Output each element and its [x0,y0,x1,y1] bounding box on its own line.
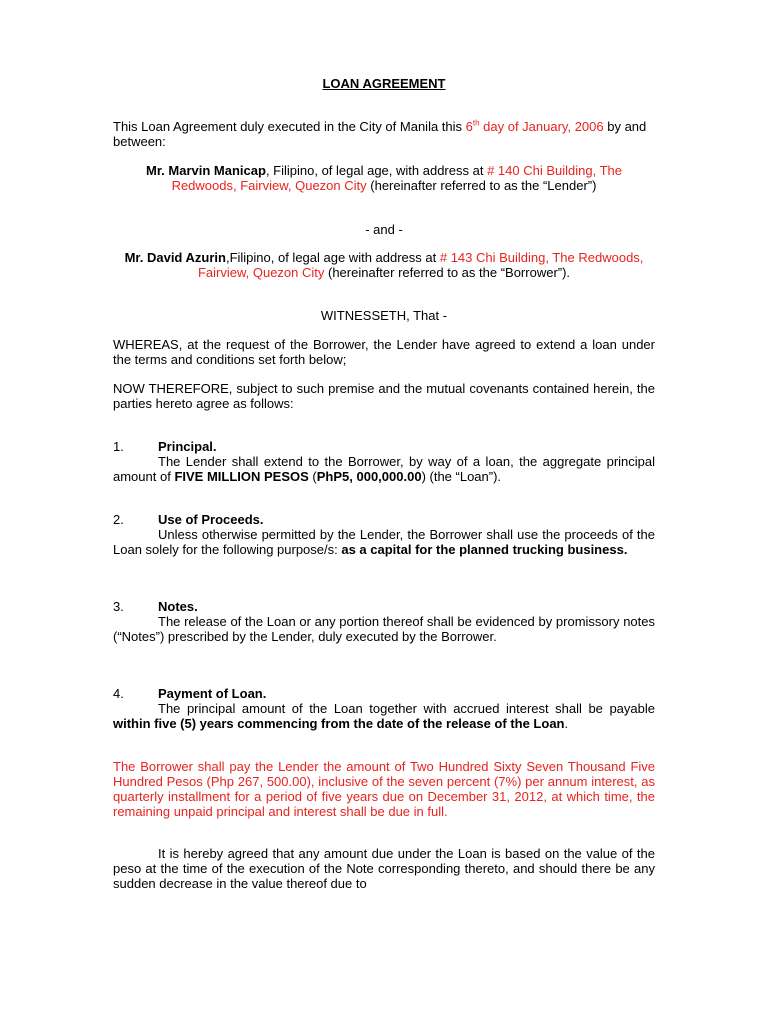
section-title: Payment of Loan. [158,686,267,701]
section-number: 2. [113,512,124,527]
section-number: 4. [113,686,124,701]
execution-date: 6th day of January, 2006 [465,118,604,134]
whereas-paragraph: WHEREAS, at the request of the Borrower, the Lender have agreed to extend a loan under the terms and conditions set forth below; [113,337,655,367]
section-title: Notes. [158,599,198,614]
loan-amount-words: FIVE MILLION PESOS [174,469,309,484]
section-principal-body: The Lender shall extend to the Borrower, by way of a loan, the aggregate principal amount of FIVE MILLION PESOS (PhP5, 000,000.00) (the “Loan”). [113,454,655,484]
borrower-name: Mr. David Azurin [124,250,226,265]
section-notes-body: The release of the Loan or any portion thereof shall be evidenced by promissory notes (“Notes”) prescribed by the Lender, duly executed by the Borrower. [113,614,655,644]
lender-paragraph: Mr. Marvin Manicap, Filipino, of legal age, with address at # 140 Chi Building, The Redwoods, Fairview, Quezon City (hereinafter referred to as the “Lender”) [146,163,622,193]
intro-text: This Loan Agreement duly executed in the City of Manila this [113,119,466,134]
intro-text-end: by and between: [113,119,647,149]
payment-term: within five (5) years commencing from the date of the release of the Loan [113,716,565,731]
section-payment-heading [113,686,655,701]
section-number: 1. [113,439,124,454]
section-title: Principal. [158,439,217,454]
section-proceeds-body: Unless otherwise permitted by the Lender, the Borrower shall use the proceeds of the Loan solely for the following purpose/s: as a capital for the planned trucking business. [113,527,655,557]
and-separator: - and - [365,222,403,237]
section-payment-body: The principal amount of the Loan together with accrued interest shall be payable within five (5) years commencing from the date of the release of the Loan. [113,701,655,731]
lender-address: # 140 Chi Building, The Redwoods, Fairview, Quezon City [171,163,622,193]
borrower-paragraph: Mr. David Azurin,Filipino, of legal age with address at # 143 Chi Building, The Redwoods, Fairview, Quezon City (hereinafter referred to as the “Borrower”). [124,250,644,280]
now-therefore-paragraph: NOW THEREFORE, subject to such premise and the mutual covenants contained herein, the parties hereto agree as follows: [113,381,655,411]
peso-value-paragraph: It is hereby agreed that any amount due under the Loan is based on the value of the peso at the time of the execution of the Note corresponding thereto, and should there be any sudden decrease in the value thereof due to [113,846,655,891]
borrower-address: # 143 Chi Building, The Redwoods, Fairview, Quezon City [197,250,644,280]
loan-amount-number: PhP5, 000,000.00 [316,469,422,484]
loan-purpose: as a capital for the planned trucking business. [341,542,628,557]
section-notes-heading [113,599,655,614]
section-proceeds-heading [113,512,655,527]
intro-paragraph [113,119,655,149]
section-number: 3. [113,599,124,614]
installment-paragraph: The Borrower shall pay the Lender the amount of Two Hundred Sixty Seven Thousand Five Hundred Pesos (Php 267, 500.00), inclusive of the seven percent (7%) per annum interest, as quarterly installment for a period of five years due on December 31, 2012, at which time, the remaining unpaid principal and interest shall be due in full. [113,759,655,819]
lender-name: Mr. Marvin Manicap [146,163,266,178]
section-title: Use of Proceeds. [158,512,264,527]
witnesseth-heading: WITNESSETH, That - [320,308,448,323]
section-principal-heading [113,439,655,454]
document-title: LOAN AGREEMENT [322,76,446,91]
